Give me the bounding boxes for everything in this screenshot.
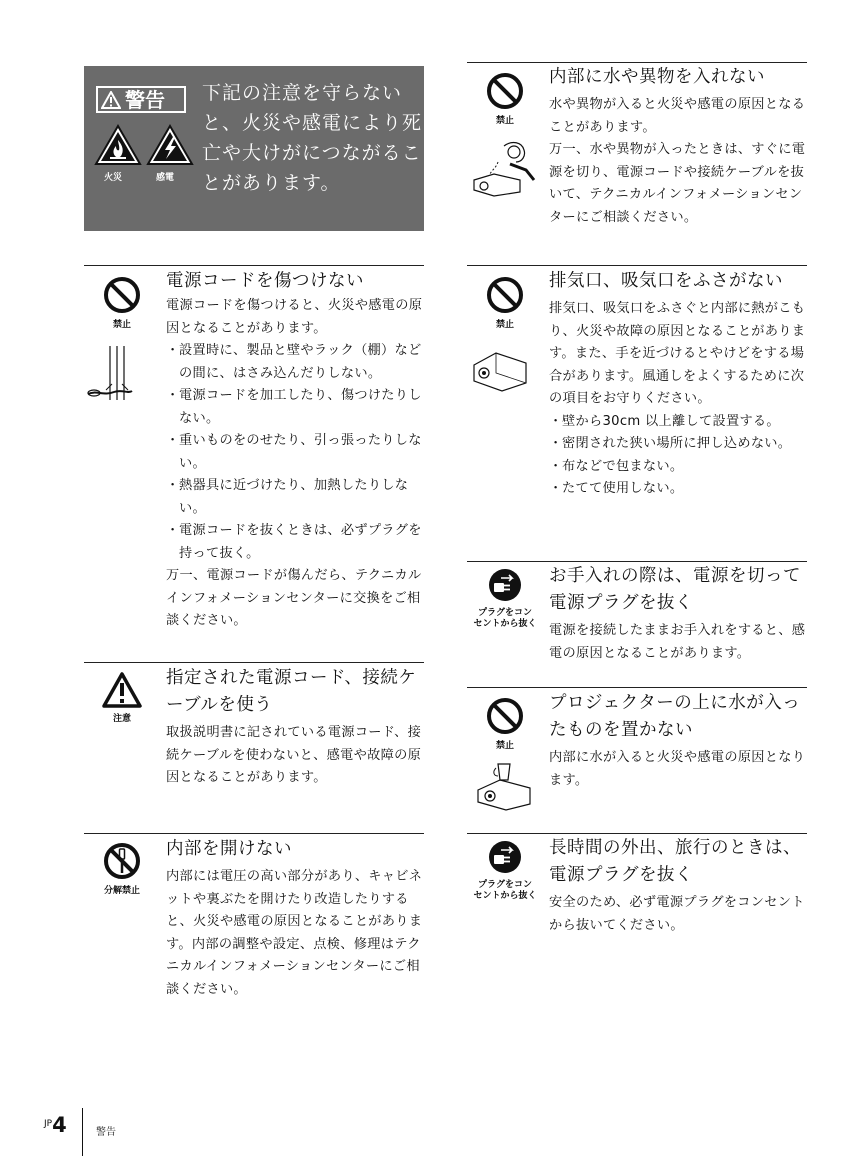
fire-caption: 火災 [104,173,123,183]
pictogram-caption: 禁止 [495,116,514,126]
caution-triangle-icon [102,672,142,708]
section-heading: 内部を開けない [166,839,292,859]
prohibition-icon [486,697,524,735]
section-long-absence [549,835,811,937]
section-heading: 内部に水や異物を入れない [549,67,765,87]
liquid-spill-illustration [470,140,540,198]
list-item: ・ 布などで包まない。 [549,456,811,479]
section-divider [84,662,424,663]
warning-banner [84,66,424,231]
section-divider [467,561,807,562]
list-item: ・ 熱器具に近づけたり、加熱したりしない。 [166,475,424,520]
section-bullet-list [166,340,424,565]
section-intro: 電源コードを傷つけると、火災や感電の原因となることがあります。 [166,298,423,336]
page-prefix: JP [44,1119,53,1129]
section-specified-cable [166,665,424,790]
pictogram-caption: セントから抜く [473,619,537,629]
list-item: ・ 重いものをのせたり、引っ張ったりしない。 [166,430,424,475]
projector-illustration [472,345,528,393]
section-outro: 万一、電源コードが傷んだら、テクニカルインフォメーションセンターに交換をご相談ください。 [166,568,422,628]
pictogram-caption: 注意 [112,714,131,724]
section-divider [467,833,807,834]
section-divider [467,62,807,63]
no-disassembly-icon [103,842,141,880]
fire-warning-icon [94,124,142,166]
section-divider [467,687,807,688]
footer-divider [82,1108,83,1156]
list-item: ・ 壁から30cm 以上離して設置する。 [549,411,811,434]
section-no-water-on-top [549,690,811,792]
list-item: ・ たてて使用しない。 [549,478,811,501]
section-pictogram [473,697,537,752]
page-number-value: 4 [52,1113,67,1137]
section-divider [84,833,424,834]
section-pictogram [90,842,154,897]
unplug-icon [488,568,522,602]
pictogram-caption: 禁止 [112,320,131,330]
section-heading: 長時間の外出、旅行のときは、電源プラグを抜く [549,838,801,885]
section-pictogram [468,568,542,630]
pictogram-caption: 禁止 [495,320,514,330]
prohibition-icon [103,276,141,314]
pictogram-caption: 分解禁止 [103,886,140,896]
section-divider [84,265,424,266]
warning-label: 警告 [125,87,165,112]
list-item: ・ 密閉された狭い場所に押し込めない。 [549,433,811,456]
section-vents [549,268,811,501]
section-bullet-list [549,411,811,501]
section-heading: 電源コードを傷つけない [166,271,364,291]
footer-section-label: 警告 [96,1127,116,1138]
section-heading: プロジェクターの上に水が入ったものを置かない [549,693,801,740]
section-intro: 取扱説明書に記されている電源コード、接続ケーブルを使わないと、感電や故障の原因となることがあります。 [166,725,422,785]
pictogram-caption: セントから抜く [473,891,537,901]
section-pictogram [473,276,537,331]
electric-shock-icon [146,124,194,166]
section-intro: 電源を接続したままお手入れをすると、感電の原因となることがあります。 [549,623,806,661]
page-number [44,1113,67,1137]
section-no-liquids [549,64,807,229]
section-pictogram [90,672,154,725]
section-intro: 内部には電圧の高い部分があり、キャビネットや裏ぶたを開けたり改造したりすると、火災や感電の原因となることがあります。内部の調整や設定、点検、修理はテクニカルインフォメーションセンターにご相談ください。 [166,869,423,997]
pictogram-caption: プラグをコン [477,880,532,890]
vase-on-projector-illustration [476,762,532,812]
pinched-cord-illustration [86,344,134,406]
warning-triangle-icon [101,91,121,109]
prohibition-icon [486,276,524,314]
warning-banner-text: 下記の注意を守らないと、火災や感電により死亡や大けがにつながることがあります。 [202,82,423,194]
list-item: ・ 設置時に、製品と壁やラック（棚）などの間に、はさみ込んだりしない。 [166,340,424,385]
section-power-cord [166,268,424,633]
prohibition-icon [486,72,524,110]
section-heading: お手入れの際は、電源を切って電源プラグを抜く [549,566,801,613]
section-heading: 指定された電源コード、接続ケーブルを使う [166,668,417,715]
shock-caption: 感電 [156,173,175,183]
pictogram-caption: プラグをコン [477,608,532,618]
hazard-icons [94,124,198,184]
section-intro: 安全のため、必ず電源プラグをコンセントから抜いてください。 [549,895,805,933]
warning-label-box [96,86,186,113]
section-pictogram [90,276,154,331]
pictogram-caption: 禁止 [495,741,514,751]
section-cleaning [549,563,811,665]
unplug-icon [488,840,522,874]
section-pictogram [473,72,537,127]
section-do-not-open [166,836,424,1001]
section-pictogram [468,840,542,902]
section-heading: 排気口、吸気口をふさがない [549,271,783,291]
section-intro: 水や異物が入ると火災や感電の原因となることがあります。 [549,97,806,135]
section-divider [467,265,807,266]
section-intro: 内部に水が入ると火災や感電の原因となります。 [549,750,806,788]
section-outro: 万一、水や異物が入ったときは、すぐに電源を切り、電源コードや接続ケーブルを抜いて、テクニカルインフォメーションセンターにご相談ください。 [549,142,806,225]
section-intro: 排気口、吸気口をふさぐと内部に熱がこもり、火災や故障の原因となることがあります。また、手を近づけるとやけどをする場合があります。風通しをよくするために次の項目をお守りください。 [549,301,806,406]
list-item: ・ 電源コードを加工したり、傷つけたりしない。 [166,385,424,430]
list-item: ・ 電源コードを抜くときは、必ずプラグを持って抜く。 [166,520,424,565]
